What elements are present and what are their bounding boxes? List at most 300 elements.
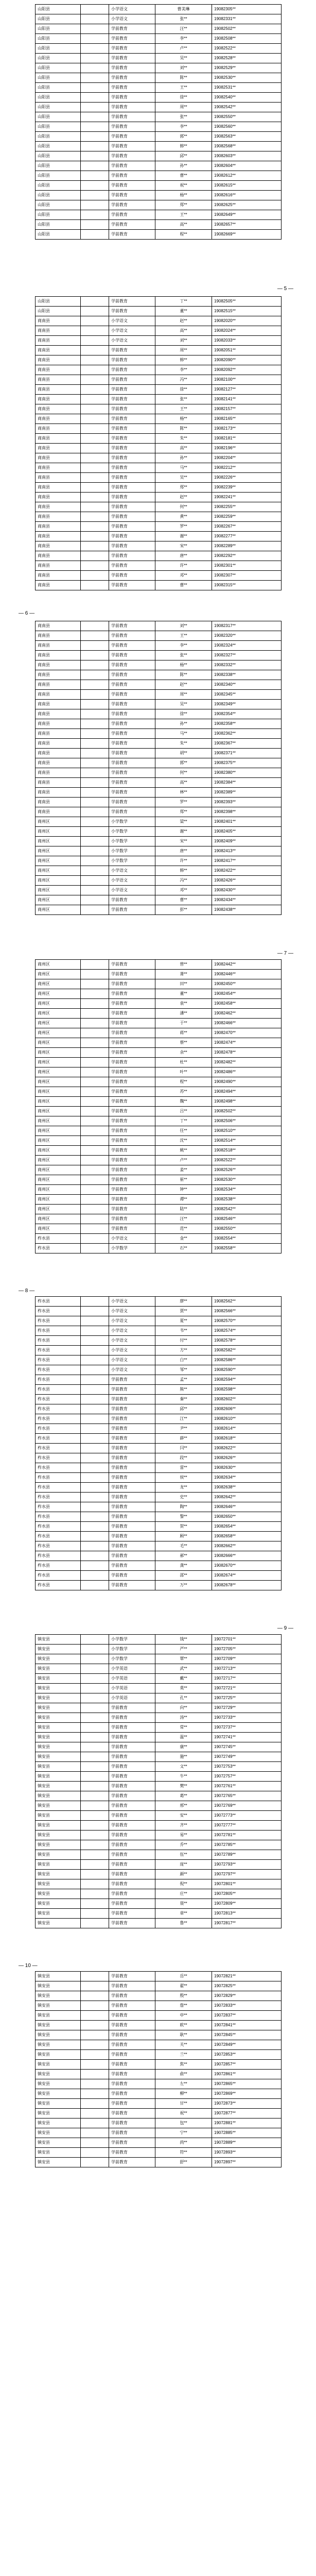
blank-cell bbox=[81, 1365, 109, 1375]
subject-cell: 学前教育 bbox=[109, 1107, 155, 1116]
subject-cell: 学前教育 bbox=[109, 719, 155, 729]
blank-cell bbox=[81, 1654, 109, 1664]
table-row bbox=[36, 979, 282, 989]
subject-cell: 小学数学 bbox=[109, 1645, 155, 1654]
subject-cell: 学前教育 bbox=[109, 1551, 155, 1561]
table-row bbox=[36, 112, 282, 122]
blank-cell bbox=[81, 1512, 109, 1522]
name-cell: 徐** bbox=[155, 385, 212, 395]
blank-cell bbox=[81, 798, 109, 807]
table-row bbox=[36, 1453, 282, 1463]
exam-no-cell: 19082554** bbox=[212, 1234, 282, 1244]
subject-cell: 学前教育 bbox=[109, 1067, 155, 1077]
county-cell: 商州区 bbox=[36, 1185, 81, 1195]
county-cell: 商南县 bbox=[36, 660, 81, 670]
name-cell: 严** bbox=[155, 1645, 212, 1654]
exam-no-cell: 19082570** bbox=[212, 1316, 282, 1326]
exam-no-cell: 19072741** bbox=[212, 1733, 282, 1742]
county-cell: 商南县 bbox=[36, 483, 81, 493]
blank-cell bbox=[81, 739, 109, 749]
blank-cell bbox=[81, 73, 109, 83]
blank-cell bbox=[81, 473, 109, 483]
name-cell: 包** bbox=[155, 2119, 212, 2128]
subject-cell: 学前教育 bbox=[109, 200, 155, 210]
county-cell: 镇安县 bbox=[36, 1821, 81, 1831]
exam-no-cell: 19082051** bbox=[212, 346, 282, 355]
exam-no-cell: 19082324** bbox=[212, 641, 282, 651]
subject-cell: 学前教育 bbox=[109, 1404, 155, 1414]
table-row bbox=[36, 2030, 282, 2040]
exam-no-cell: 19082578** bbox=[212, 1336, 282, 1346]
subject-cell: 小学语文 bbox=[109, 1355, 155, 1365]
exam-no-cell: 19082522** bbox=[212, 1156, 282, 1165]
exam-no-cell: 19082612** bbox=[212, 171, 282, 181]
table-row bbox=[36, 1782, 282, 1791]
exam-no-cell: 19072773** bbox=[212, 1811, 282, 1821]
name-cell: 章** bbox=[155, 1909, 212, 1919]
page-number: — 8 — bbox=[19, 1288, 35, 1294]
name-cell: 程** bbox=[155, 1077, 212, 1087]
blank-cell bbox=[81, 54, 109, 63]
subject-cell: 学前教育 bbox=[109, 1571, 155, 1581]
exam-no-cell: 19082375** bbox=[212, 758, 282, 768]
blank-cell bbox=[81, 1733, 109, 1742]
blank-cell bbox=[81, 1693, 109, 1703]
table-row bbox=[36, 463, 282, 473]
subject-cell: 学前教育 bbox=[109, 798, 155, 807]
table-row bbox=[36, 827, 282, 837]
table-row bbox=[36, 1571, 282, 1581]
exam-no-cell: 19082141** bbox=[212, 395, 282, 404]
table-row bbox=[36, 1107, 282, 1116]
subject-cell: 小学语文 bbox=[109, 1326, 155, 1336]
blank-cell bbox=[81, 1870, 109, 1879]
table-row bbox=[36, 453, 282, 463]
county-cell: 商南县 bbox=[36, 493, 81, 502]
subject-cell: 学前教育 bbox=[109, 1463, 155, 1473]
county-cell: 商南县 bbox=[36, 365, 81, 375]
subject-cell: 学前教育 bbox=[109, 1087, 155, 1097]
subject-cell: 学前教育 bbox=[109, 414, 155, 424]
table-row bbox=[36, 200, 282, 210]
name-cell: 龙** bbox=[155, 1483, 212, 1493]
blank-cell bbox=[81, 960, 109, 970]
county-cell: 商南县 bbox=[36, 758, 81, 768]
blank-cell bbox=[81, 142, 109, 151]
name-cell: 徐** bbox=[155, 93, 212, 103]
table-row bbox=[36, 355, 282, 365]
table-row bbox=[36, 709, 282, 719]
county-cell: 镇安县 bbox=[36, 2138, 81, 2148]
exam-no-cell: 19082560** bbox=[212, 122, 282, 132]
name-cell: 金** bbox=[155, 1234, 212, 1244]
name-cell: 岳** bbox=[155, 1972, 212, 1981]
county-cell: 商州区 bbox=[36, 837, 81, 846]
table-row bbox=[36, 1693, 282, 1703]
county-cell: 镇安县 bbox=[36, 1713, 81, 1723]
name-cell: 赵** bbox=[155, 316, 212, 326]
blank-cell bbox=[81, 151, 109, 161]
subject-cell: 学前教育 bbox=[109, 1136, 155, 1146]
table-row bbox=[36, 424, 282, 434]
subject-cell: 学前教育 bbox=[109, 1146, 155, 1156]
name-cell: 丁** bbox=[155, 1116, 212, 1126]
name-cell: 熊** bbox=[155, 1385, 212, 1395]
blank-cell bbox=[81, 83, 109, 93]
exam-no-cell: 19082466** bbox=[212, 1019, 282, 1028]
county-cell: 柞水县 bbox=[36, 1326, 81, 1336]
county-cell: 柞水县 bbox=[36, 1581, 81, 1590]
subject-cell: 学前教育 bbox=[109, 24, 155, 34]
county-cell: 商南县 bbox=[36, 581, 81, 590]
name-cell: 梁** bbox=[155, 817, 212, 827]
county-cell: 山阳县 bbox=[36, 63, 81, 73]
table-row bbox=[36, 960, 282, 970]
name-cell: 尚** bbox=[155, 2138, 212, 2148]
county-cell: 柞水县 bbox=[36, 1365, 81, 1375]
subject-cell: 学前教育 bbox=[109, 1097, 155, 1107]
subject-cell: 学前教育 bbox=[109, 1009, 155, 1019]
table-row bbox=[36, 846, 282, 856]
table-row bbox=[36, 1185, 282, 1195]
subject-cell: 学前教育 bbox=[109, 1840, 155, 1850]
blank-cell bbox=[81, 719, 109, 729]
name-cell: 余** bbox=[155, 1048, 212, 1058]
county-cell: 山阳县 bbox=[36, 200, 81, 210]
exam-no-cell: 19082267** bbox=[212, 522, 282, 532]
subject-cell: 学前教育 bbox=[109, 220, 155, 230]
name-cell: 徐** bbox=[155, 709, 212, 719]
name-cell: 王** bbox=[155, 404, 212, 414]
table-row bbox=[36, 1493, 282, 1502]
blank-cell bbox=[81, 1336, 109, 1346]
blank-cell bbox=[81, 541, 109, 551]
subject-cell: 学前教育 bbox=[109, 2050, 155, 2060]
county-cell: 商南县 bbox=[36, 739, 81, 749]
blank-cell bbox=[81, 1860, 109, 1870]
county-cell: 镇安县 bbox=[36, 1972, 81, 1981]
name-cell: 闫** bbox=[155, 1444, 212, 1453]
name-cell: 陈** bbox=[155, 424, 212, 434]
county-cell: 镇安县 bbox=[36, 1840, 81, 1850]
blank-cell bbox=[81, 1502, 109, 1512]
table-row bbox=[36, 5, 282, 14]
name-cell: 卢** bbox=[155, 1156, 212, 1165]
blank-cell bbox=[81, 171, 109, 181]
blank-cell bbox=[81, 2138, 109, 2148]
table-row bbox=[36, 151, 282, 161]
county-cell: 山阳县 bbox=[36, 151, 81, 161]
subject-cell: 学前教育 bbox=[109, 1713, 155, 1723]
name-cell: 赵** bbox=[155, 493, 212, 502]
blank-cell bbox=[81, 1581, 109, 1590]
name-cell: 符** bbox=[155, 2148, 212, 2158]
subject-cell: 小学数学 bbox=[109, 817, 155, 827]
name-cell: 宁** bbox=[155, 2128, 212, 2138]
table-row bbox=[36, 1801, 282, 1811]
county-cell: 柞水县 bbox=[36, 1244, 81, 1253]
blank-cell bbox=[81, 1522, 109, 1532]
subject-cell: 小学数学 bbox=[109, 827, 155, 837]
subject-cell: 小学语文 bbox=[109, 1297, 155, 1307]
county-cell: 镇安县 bbox=[36, 1723, 81, 1733]
county-cell: 商州区 bbox=[36, 1077, 81, 1087]
exam-no-cell: 19072733** bbox=[212, 1713, 282, 1723]
name-cell: 牛** bbox=[155, 1772, 212, 1782]
table-row bbox=[36, 1791, 282, 1801]
subject-cell: 学前教育 bbox=[109, 690, 155, 700]
exam-no-cell: 19082490** bbox=[212, 1077, 282, 1087]
exam-no-cell: 19082426** bbox=[212, 876, 282, 886]
subject-cell: 学前教育 bbox=[109, 979, 155, 989]
name-cell: 舒** bbox=[155, 2158, 212, 2167]
subject-cell: 学前教育 bbox=[109, 191, 155, 200]
exam-no-cell: 19082598** bbox=[212, 1385, 282, 1395]
name-cell: 武** bbox=[155, 1664, 212, 1674]
name-cell: 戴** bbox=[155, 1674, 212, 1684]
blank-cell bbox=[81, 453, 109, 463]
county-cell: 柞水县 bbox=[36, 1532, 81, 1541]
table-row bbox=[36, 1645, 282, 1654]
table-row bbox=[36, 1165, 282, 1175]
exam-no-cell: 19082320** bbox=[212, 631, 282, 641]
exam-no-cell: 19072849** bbox=[212, 2040, 282, 2050]
blank-cell bbox=[81, 1811, 109, 1821]
subject-cell: 学前教育 bbox=[109, 1019, 155, 1028]
exam-no-cell: 19072825** bbox=[212, 1981, 282, 1991]
name-cell: 苏** bbox=[155, 1087, 212, 1097]
blank-cell bbox=[81, 729, 109, 739]
exam-no-cell: 19082506** bbox=[212, 1116, 282, 1126]
exam-no-cell: 19072765** bbox=[212, 1791, 282, 1801]
name-cell: 丁** bbox=[155, 297, 212, 307]
county-cell: 山阳县 bbox=[36, 171, 81, 181]
blank-cell bbox=[81, 1224, 109, 1234]
subject-cell: 学前教育 bbox=[109, 365, 155, 375]
blank-cell bbox=[81, 1414, 109, 1424]
name-cell: 郭** bbox=[155, 758, 212, 768]
table-row bbox=[36, 2138, 282, 2148]
county-cell: 柞水县 bbox=[36, 1297, 81, 1307]
county-cell: 商南县 bbox=[36, 680, 81, 690]
subject-cell: 小学语文 bbox=[109, 866, 155, 876]
blank-cell bbox=[81, 463, 109, 473]
table-row bbox=[36, 1424, 282, 1434]
subject-cell: 学前教育 bbox=[109, 1165, 155, 1175]
table-row bbox=[36, 1146, 282, 1156]
blank-cell bbox=[81, 2030, 109, 2040]
table-row bbox=[36, 171, 282, 181]
blank-cell bbox=[81, 905, 109, 915]
name-cell: 张** bbox=[155, 395, 212, 404]
blank-cell bbox=[81, 404, 109, 414]
name-cell: 邓** bbox=[155, 886, 212, 895]
subject-cell: 学前教育 bbox=[109, 807, 155, 817]
exam-no-cell: 19082650** bbox=[212, 1512, 282, 1522]
name-cell: 樊** bbox=[155, 1782, 212, 1791]
name-cell: 方** bbox=[155, 1346, 212, 1355]
blank-cell bbox=[81, 93, 109, 103]
county-cell: 镇安县 bbox=[36, 2060, 81, 2070]
name-cell: 汤** bbox=[155, 1713, 212, 1723]
county-cell: 商南县 bbox=[36, 522, 81, 532]
subject-cell: 学前教育 bbox=[109, 1860, 155, 1870]
table-row bbox=[36, 103, 282, 112]
exam-no-cell: 19082384** bbox=[212, 778, 282, 788]
blank-cell bbox=[81, 1116, 109, 1126]
county-cell: 柞水县 bbox=[36, 1395, 81, 1404]
exam-no-cell: 19082450** bbox=[212, 979, 282, 989]
name-cell: 吴** bbox=[155, 473, 212, 483]
name-cell: 李** bbox=[155, 34, 212, 44]
blank-cell bbox=[81, 34, 109, 44]
county-cell: 商州区 bbox=[36, 1009, 81, 1019]
subject-cell: 学前教育 bbox=[109, 1791, 155, 1801]
subject-cell: 学前教育 bbox=[109, 181, 155, 191]
name-cell: 陆** bbox=[155, 1205, 212, 1214]
name-cell: 朱** bbox=[155, 739, 212, 749]
blank-cell bbox=[81, 807, 109, 817]
county-cell: 山阳县 bbox=[36, 14, 81, 24]
name-cell: 邹** bbox=[155, 1365, 212, 1375]
table-row bbox=[36, 1395, 282, 1404]
name-cell: 孙** bbox=[155, 719, 212, 729]
county-cell: 商南县 bbox=[36, 551, 81, 561]
subject-cell: 学前教育 bbox=[109, 1424, 155, 1434]
subject-cell: 学前教育 bbox=[109, 171, 155, 181]
name-cell: 谭** bbox=[155, 1195, 212, 1205]
blank-cell bbox=[81, 2021, 109, 2030]
exam-no-cell: 19072877** bbox=[212, 2109, 282, 2119]
table-row bbox=[36, 641, 282, 651]
name-cell: 贺** bbox=[155, 1522, 212, 1532]
exam-no-cell: 19082606** bbox=[212, 1404, 282, 1414]
subject-cell: 学前教育 bbox=[109, 2070, 155, 2079]
name-cell: 覃** bbox=[155, 1654, 212, 1664]
county-cell: 商南县 bbox=[36, 473, 81, 483]
county-cell: 柞水县 bbox=[36, 1483, 81, 1493]
blank-cell bbox=[81, 2128, 109, 2138]
subject-cell: 小学语文 bbox=[109, 326, 155, 336]
table-row bbox=[36, 1414, 282, 1424]
table-row bbox=[36, 700, 282, 709]
blank-cell bbox=[81, 1919, 109, 1928]
exam-no-cell: 19082508** bbox=[212, 34, 282, 44]
name-cell: 孟** bbox=[155, 1375, 212, 1385]
blank-cell bbox=[81, 1463, 109, 1473]
table-row bbox=[36, 230, 282, 240]
exam-no-cell: 19072841** bbox=[212, 2021, 282, 2030]
blank-cell bbox=[81, 365, 109, 375]
table-row bbox=[36, 44, 282, 54]
exam-no-cell: 19072869** bbox=[212, 2089, 282, 2099]
blank-cell bbox=[81, 778, 109, 788]
county-cell: 镇安县 bbox=[36, 1635, 81, 1645]
subject-cell: 小学英语 bbox=[109, 1674, 155, 1684]
county-cell: 柞水县 bbox=[36, 1463, 81, 1473]
exam-no-cell: 19072853** bbox=[212, 2050, 282, 2060]
blank-cell bbox=[81, 132, 109, 142]
subject-cell: 学前教育 bbox=[109, 729, 155, 739]
table-row bbox=[36, 1733, 282, 1742]
table-row bbox=[36, 1972, 282, 1981]
table-row bbox=[36, 1156, 282, 1165]
blank-cell bbox=[81, 621, 109, 631]
table-row bbox=[36, 132, 282, 142]
table-row bbox=[36, 680, 282, 690]
blank-cell bbox=[81, 2158, 109, 2167]
subject-cell: 学前教育 bbox=[109, 502, 155, 512]
blank-cell bbox=[81, 1762, 109, 1772]
blank-cell bbox=[81, 788, 109, 798]
county-cell: 镇安县 bbox=[36, 2050, 81, 2060]
table-row bbox=[36, 493, 282, 502]
county-cell: 镇安县 bbox=[36, 1693, 81, 1703]
name-cell: 冯** bbox=[155, 375, 212, 385]
name-cell: 殷** bbox=[155, 1991, 212, 2001]
table-row bbox=[36, 1473, 282, 1483]
county-cell: 镇安县 bbox=[36, 1762, 81, 1772]
exam-no-cell: 19082092** bbox=[212, 365, 282, 375]
blank-cell bbox=[81, 434, 109, 444]
name-cell: 刘** bbox=[155, 63, 212, 73]
exam-no-cell: 19082033** bbox=[212, 336, 282, 346]
table-row bbox=[36, 1019, 282, 1028]
name-cell: 曹** bbox=[155, 581, 212, 590]
exam-no-cell: 19082204** bbox=[212, 453, 282, 463]
exam-no-cell: 19072761** bbox=[212, 1782, 282, 1791]
blank-cell bbox=[81, 1067, 109, 1077]
county-cell: 镇安县 bbox=[36, 1909, 81, 1919]
table-row bbox=[36, 1713, 282, 1723]
blank-cell bbox=[81, 827, 109, 837]
exam-no-cell: 19082528** bbox=[212, 54, 282, 63]
subject-cell: 学前教育 bbox=[109, 1581, 155, 1590]
exam-no-cell: 19082090** bbox=[212, 355, 282, 365]
county-cell: 商州区 bbox=[36, 1058, 81, 1067]
exam-no-cell: 19082670** bbox=[212, 1561, 282, 1571]
county-cell: 镇安县 bbox=[36, 2079, 81, 2089]
subject-cell: 学前教育 bbox=[109, 2030, 155, 2040]
county-cell: 商州区 bbox=[36, 1175, 81, 1185]
table-row bbox=[36, 670, 282, 680]
exam-no-cell: 19082654** bbox=[212, 1522, 282, 1532]
subject-cell: 学前教育 bbox=[109, 709, 155, 719]
blank-cell bbox=[81, 1551, 109, 1561]
name-cell: 潘** bbox=[155, 1009, 212, 1019]
table-row bbox=[36, 83, 282, 93]
roster-table bbox=[35, 1296, 282, 1590]
exam-no-cell: 19082646** bbox=[212, 1502, 282, 1512]
table-row bbox=[36, 581, 282, 590]
county-cell: 镇安县 bbox=[36, 1860, 81, 1870]
table-row bbox=[36, 1205, 282, 1214]
county-cell: 商南县 bbox=[36, 346, 81, 355]
county-cell: 商州区 bbox=[36, 1205, 81, 1214]
table-row bbox=[36, 434, 282, 444]
county-cell: 镇安县 bbox=[36, 1654, 81, 1664]
table-row bbox=[36, 122, 282, 132]
name-cell: 宋** bbox=[155, 837, 212, 846]
county-cell: 镇安县 bbox=[36, 1674, 81, 1684]
table-row bbox=[36, 1762, 282, 1772]
subject-cell: 学前教育 bbox=[109, 1919, 155, 1928]
subject-cell: 学前教育 bbox=[109, 424, 155, 434]
county-cell: 柞水县 bbox=[36, 1234, 81, 1244]
exam-no-cell: 19082540** bbox=[212, 93, 282, 103]
subject-cell: 小学语文 bbox=[109, 1365, 155, 1375]
blank-cell bbox=[81, 103, 109, 112]
